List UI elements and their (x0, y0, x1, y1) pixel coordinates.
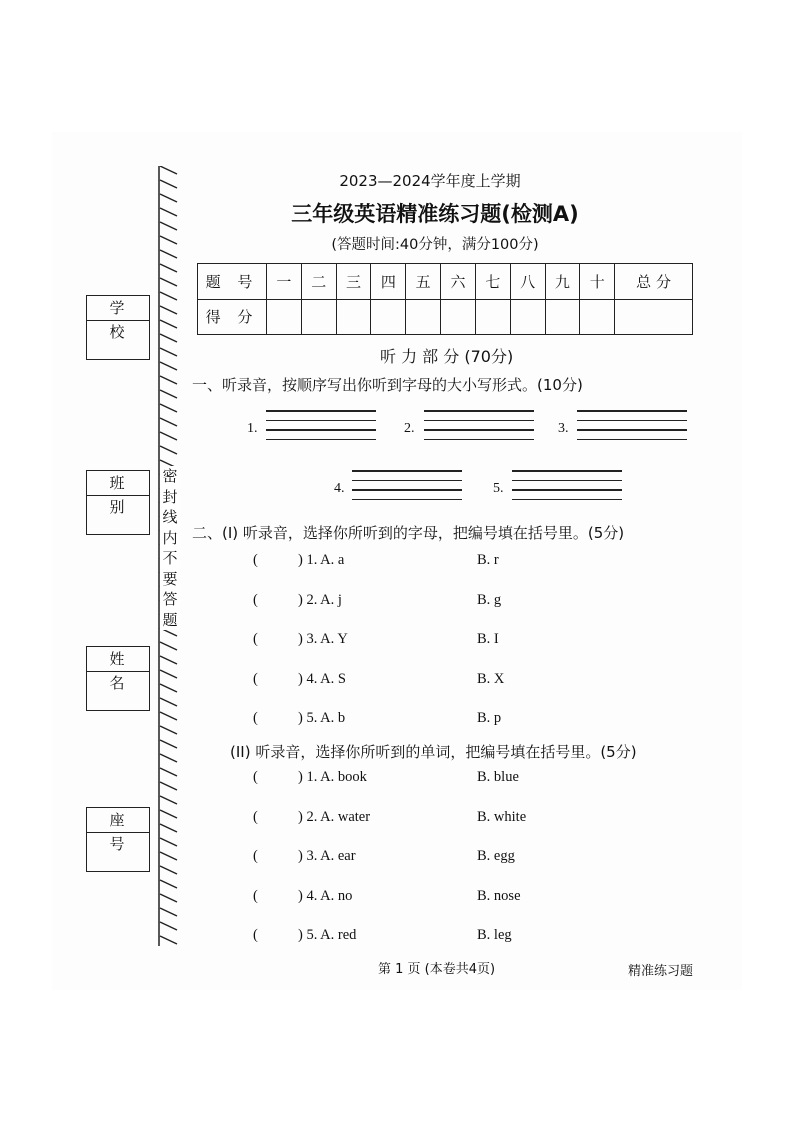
seal-char: 要 (162, 569, 178, 588)
hatch-mark (160, 432, 177, 440)
write-num: 4. (334, 481, 345, 496)
row-header: 题 号 (198, 264, 267, 300)
hatch-mark (160, 292, 177, 300)
hatch-mark (160, 684, 177, 692)
listening-section-title: 听 力 部 分 (70分) (380, 347, 514, 366)
option-a: ) 3. A. Y (298, 631, 348, 647)
option-b: B. nose (477, 887, 521, 904)
col-header: 七 (475, 264, 510, 300)
section2-heading: 二、(I) 听录音，选择你所听到的字母，把编号填在括号里。(5分) (192, 524, 625, 542)
name-label: 姓 名 (87, 647, 149, 672)
col-header: 十 (580, 264, 615, 300)
hatch-mark (160, 278, 177, 286)
hatch-mark (160, 390, 177, 398)
col-header: 三 (336, 264, 371, 300)
footer-brand: 精准练习题 (628, 964, 694, 979)
option-b: B. leg (477, 927, 512, 943)
seal-char: 线 (162, 508, 178, 526)
school-year: 2023—2024学年度上学期 (339, 172, 521, 190)
answer-paren[interactable]: ( (253, 710, 258, 726)
hatch-mark (160, 880, 177, 888)
hatch-mark (160, 656, 177, 664)
score-cell[interactable] (475, 299, 510, 335)
col-header: 一 (267, 264, 302, 300)
section1-heading: 一、听录音，按顺序写出你听到字母的大小写形式。(10分) (192, 376, 583, 394)
col-header: 四 (371, 264, 406, 300)
seat-box (86, 807, 150, 872)
answer-paren[interactable]: ( (253, 670, 258, 687)
hatch-mark (160, 768, 177, 776)
hatch-mark (160, 754, 177, 762)
hatch-mark (160, 698, 177, 706)
answer-paren[interactable]: ( (253, 769, 258, 785)
answer-paren[interactable]: ( (253, 631, 258, 647)
section2-sub-heading: (II) 听录音，选择你所听到的单词，把编号填在括号里。(5分) (230, 743, 637, 761)
answer-paren[interactable]: ( (253, 591, 258, 608)
hatch-mark (160, 642, 177, 650)
hatch-mark (160, 670, 177, 678)
writing-lines-1[interactable] (266, 410, 376, 448)
option-a: ) 4. A. S (298, 670, 346, 687)
option-b: B. p (477, 710, 502, 726)
hatch-mark (160, 838, 177, 846)
exam-time: (答题时间:40分钟，满分100分) (331, 237, 539, 253)
hatch-mark (160, 446, 177, 454)
write-num: 1. (247, 421, 258, 436)
class-label: 班 别 (87, 471, 149, 496)
option-a: ) 1. A. a (298, 552, 345, 568)
answer-paren[interactable]: ( (253, 808, 258, 825)
hatch-mark (160, 796, 177, 804)
write-num: 3. (558, 421, 569, 436)
score-cell[interactable] (267, 299, 302, 335)
hatch-mark (160, 740, 177, 748)
write-num: 2. (404, 421, 415, 436)
hatch-mark (160, 824, 177, 832)
score-cell[interactable] (371, 299, 406, 335)
score-row (198, 299, 693, 335)
score-cell[interactable] (615, 299, 693, 335)
seal-text (160, 466, 180, 630)
class-box (86, 470, 150, 535)
hatch-mark (160, 404, 177, 412)
hatch-mark (160, 810, 177, 818)
col-header: 八 (510, 264, 545, 300)
writing-lines-2[interactable] (424, 410, 534, 448)
score-table (197, 263, 693, 335)
score-cell[interactable] (580, 299, 615, 335)
page-title: 三年级英语精准练习题(检测A) (291, 202, 579, 226)
option-b: B. g (477, 591, 502, 608)
seal-char: 封 (162, 487, 178, 506)
hatch-mark (160, 726, 177, 734)
question-number-row (198, 264, 693, 300)
answer-paren[interactable]: ( (253, 887, 258, 904)
seal-char: 不 (162, 549, 178, 567)
col-header: 九 (545, 264, 580, 300)
col-header: 六 (441, 264, 476, 300)
page-number: 第 1 页 (本卷共4页) (378, 962, 496, 977)
hatch-mark (160, 852, 177, 860)
writing-lines-5[interactable] (512, 470, 622, 508)
hatch-mark (160, 222, 177, 230)
hatch-mark (160, 194, 177, 202)
school-label: 学 校 (87, 296, 149, 321)
hatch-mark (160, 236, 177, 244)
hatch-mark (160, 208, 177, 216)
hatch-mark (160, 362, 177, 370)
hatch-mark (160, 320, 177, 328)
hatch-mark (160, 334, 177, 342)
hatch-mark (160, 418, 177, 426)
score-cell[interactable] (510, 299, 545, 335)
hatch-mark (160, 866, 177, 874)
option-a: ) 1. A. book (298, 769, 367, 785)
write-num: 5. (493, 481, 504, 496)
score-cell[interactable] (406, 299, 441, 335)
option-b: B. white (477, 808, 527, 825)
score-cell[interactable] (441, 299, 476, 335)
hatch-mark (160, 936, 177, 944)
option-b: B. I (477, 631, 499, 647)
hatch-mark (160, 922, 177, 930)
option-a: ) 4. A. no (298, 887, 353, 904)
writing-lines-3[interactable] (577, 410, 687, 448)
score-cell[interactable] (545, 299, 580, 335)
col-header: 二 (301, 264, 336, 300)
hatch-mark (160, 348, 177, 356)
option-b: B. r (477, 552, 499, 568)
answer-paren[interactable]: ( (253, 552, 258, 568)
seal-char: 答 (162, 590, 178, 608)
hatch-mark (160, 264, 177, 272)
school-box (86, 295, 150, 360)
hatch-mark (160, 180, 177, 188)
col-header: 五 (406, 264, 441, 300)
score-cell[interactable] (301, 299, 336, 335)
option-b: B. blue (477, 769, 519, 785)
hatch-mark (160, 306, 177, 314)
answer-paren[interactable]: ( (253, 927, 258, 943)
answer-paren[interactable]: ( (253, 848, 258, 864)
option-a: ) 5. A. b (298, 710, 346, 726)
writing-lines-4[interactable] (352, 470, 462, 508)
option-a: ) 2. A. water (298, 808, 371, 825)
name-box (86, 646, 150, 711)
option-b: B. X (477, 670, 505, 687)
score-cell[interactable] (336, 299, 371, 335)
row-header: 得 分 (198, 299, 267, 335)
exam-paper (52, 132, 742, 990)
seat-label: 座 号 (87, 808, 149, 833)
seal-char: 内 (162, 528, 178, 547)
seal-char: 密 (162, 467, 178, 485)
hatch-mark (160, 166, 177, 174)
seal-char: 题 (162, 610, 178, 629)
hatch-mark (160, 894, 177, 902)
hatch-mark (160, 250, 177, 258)
hatch-mark (160, 376, 177, 384)
option-a: ) 5. A. red (298, 927, 357, 943)
option-b: B. egg (477, 848, 515, 864)
hatch-mark (160, 782, 177, 790)
option-a: ) 2. A. j (298, 591, 342, 608)
option-a: ) 3. A. ear (298, 848, 356, 864)
hatch-mark (160, 908, 177, 916)
hatch-mark (160, 712, 177, 720)
col-header: 总 分 (615, 264, 693, 300)
